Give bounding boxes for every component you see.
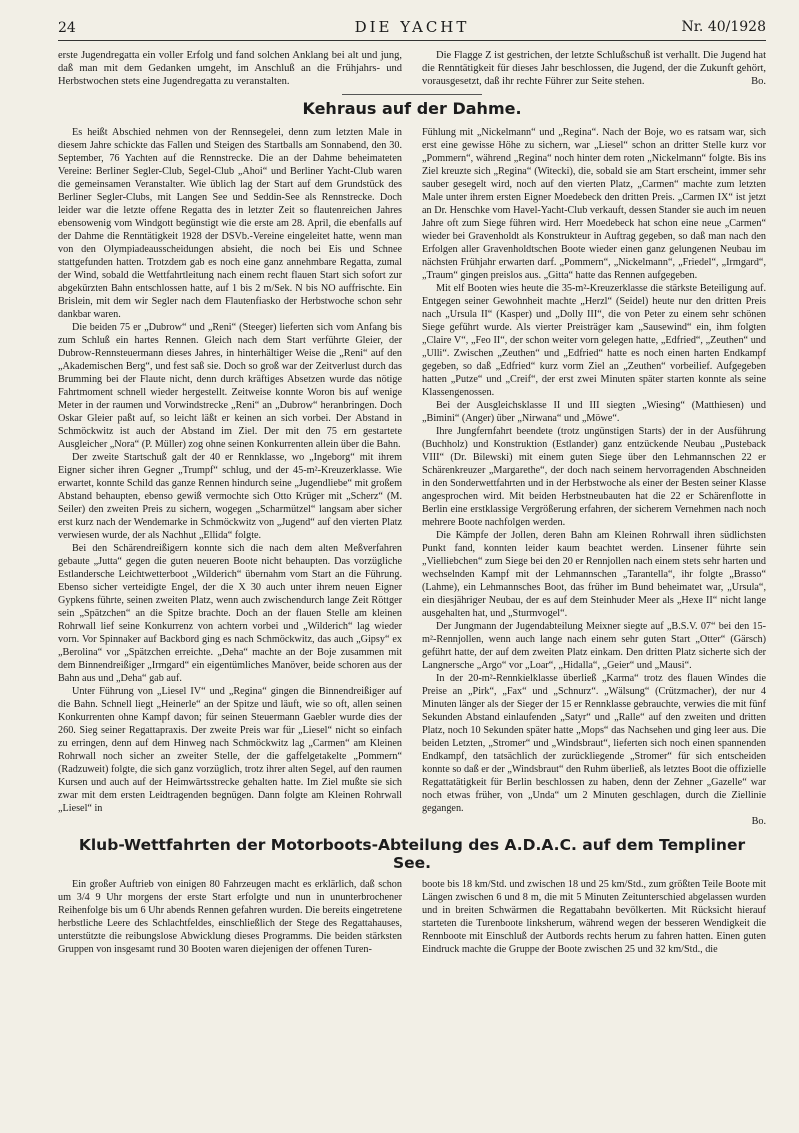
divider [342,94,482,95]
page [58,14,766,956]
paragraph [422,49,766,88]
signature: Bo. [751,816,766,827]
paragraph-text: Die Flagge Z ist gestrichen, der letzte Schlußschuß ist verhallt. Die Jugend hat die Renntätigkeit für dieses Jahr beschlossen, die Jugend, der die Zukunft gehört, vorausgesetzt, daß ihr rechte Führer zur Seite stehen. [422,50,766,87]
left-column [58,126,402,828]
paragraph: erste Jugendregatta ein voller Erfolg und fand solchen Anklang bei alt und jung, daß man mit dem Gedanken umgeht, im Anschluß an die Frühjahrs- und Herbstwochen stets eine Jugendregatta zu veranstalten. [58,50,402,87]
page-number: 24 [58,20,76,36]
article-body [58,878,766,956]
top-left-column [58,49,402,88]
paragraph: Ihre Jungfernfahrt beendete (trotz ungünstigen Starts) der in der Ausführung (Buchholz) und Konstruktion (Estlander) ganz entzückende Neubau „Pusteback VIII“ (Dr. Bilewski) mit einem guten Siege über den Lehmannschen 22 er Schärenkreuzer „Margarethe“, der doch nach seinem hervorragenden Abschneiden in den Sonderwettfahrten und in der Herbstwoche als einer der Besten seiner Klasse angesprochen wird. Mit beiden Herbstneubauten hat die 22 er Schärenflotte in Berlin eine erstklassige Vergrößerung erfahren, der sicherem Vernehmen nach noch mehrere Boote nachfolgen werden. [422,426,766,528]
article-title: Kehraus auf der Dahme. [302,99,522,118]
page-header [58,14,766,41]
right-column [422,878,766,956]
paragraph: In der 20-m²-Rennkielklasse überließ „Karma“ trotz des flauen Windes die Preise an „Pirk“, „Fax“ und „Schnurz“. „Wälsung“ (Crützmacher), der nur 4 Minuten länger als der Sieger der 15 er Rennklasse gebrauchte, verwies die mit fünf Sekunden Abstand einlaufenden „Satyr“ und „Ralle“ auf den zweiten und dritten Platz, noch 10 Sekunden später hatte „Mops“ das Nachsehen und ging leer aus. Die beiden Letzten, „Stromer“ und „Windsbraut“, lieferten sich noch einen spannenden Endkampf, den tatsächlich der zurückliegende „Stromer“ für sich entscheiden konnte so daß er der „Windsbraut“ den Ruhm überließ, als letztes Boot die offizielle Regattatätigkeit für Berlin beschlossen zu haben, denn der Zehner „Gazelle“ war noch etwas früher, von „Unda“ um 2 Minuten geschlagen, durch die Ziellinie gegangen. [422,673,766,814]
article-title: Klub-Wettfahrten der Motorboots-Abteilung des A.D.A.C. auf dem Templiner See. [78,836,746,872]
paragraph: Die Kämpfe der Jollen, deren Bahn am Kleinen Rohrwall ihren südlichsten Punkt fand, konnten leider kaum beachtet werden. Linsener führte sein „Vielliebchen“ zum Siege bei den 20 er Rennjollen nach einem stets sehr harten und wechselnden Kampf mit der Lehmannschen „Tarantella“, ihr folgte „Brasso“ (Lahme), ein Lehmannsches Boot, das früher im Bund beheimatet war, „Ursula“, ein diesjähriger Neubau, der es auf dem Steinhuder Meer als „Hexe II“ nicht lange ausgehalten hat, und „Sturmvogel“. [422,530,766,619]
paragraph: Bei den Schärendreißigern konnte sich die nach dem alten Meßverfahren gebaute „Jutta“ gegen die guten neueren Boote nicht behaupten. Das vorzügliche Estlandersche Leichtwetterboot „Wilderich“ übernahm vom Start an die Führung. Ebenso sicher verteidigte Engel, der die X 30 auch unter ihrem neuen Eigner Gypkens führte, seinen zweiten Platz, wenn auch zwischendurch lange Zeit Röttger sein „Spätzchen“ an die Spitze brachte. Doch an der flauen Stelle am kleinen Rohrwall lief seine Konkurrenz von achtern vorbei und „Wilderich“ lag wieder vorn. Vor Spinnaker auf Backbord ging es nach Schmöckwitz, das auch „Gipsy“ ex „Berolina“ vor „Spätzchen erreichte. „Deha“ machte an der Boje zusammen mit dem Binnendreißiger „Irmgard“ ein eigentümliches Manöver, beide schoren aus der Bahn aus und „Deha“ gab auf. [58,543,402,684]
issue-number: Nr. 40/1928 [681,19,766,35]
paragraph: Bei der Ausgleichsklasse II und III siegten „Wiesing“ (Matthiesen) und „Bimini“ (Anger) über „Nirwana“ und „Möwe“. [422,400,766,424]
paragraph: Die beiden 75 er „Dubrow“ und „Reni“ (Steeger) lieferten sich vom Anfang bis zum Schluß ein hartes Rennen. Gleich nach dem Start verführte Gleier, der Dubrow-Rennsteuermann dieses Jahres, in hinterhältiger Weise die „Reni“ auf den „Akademischen Berg“, und fest saß sie. Doch so groß war der Zeitverlust durch das Brumming bei der Flaute nicht, denn durch kräftiges Absetzen wurde das nötige Fahrtmoment schnell wieder hergestellt. Zeitweise konnte Woron bis auf wenige Meter in der raumen und Vorwindstrecke „Reni“ an „Dubrow“ heranbringen. Doch Oskar Gleier paßt auf, so leicht läßt er keinen an sich vorbei. Der Abstand in Schmöckwitz ist auch der Abstand im Ziel. Der mit den 75 ern gestartete Ausgleicher „Nora“ (P. Müller) zog ohne seinen Konkurrenten allein über die Bahn. [58,322,402,450]
paragraph: boote bis 18 km/Std. und zwischen 18 und 25 km/Std., zum größten Teile Boote mit Längen zwischen 6 und 8 m, die mit 5 Minuten Zeitunterschied abgelassen wurden und in breiten Schwärmen die Regattabahn bevölkerten. Mit Rücksicht hierauf starteten die Turenboote linksherum, während wegen der besseren Wendigkeit die Rennboote mit Einschluß der Autbords rechts herum zu fahren hatten. Einen guten Eindruck machte die Gruppe der Boote zwischen 25 und 32 km/Std., die [422,879,766,955]
paragraph: Ein großer Auftrieb von einigen 80 Fahrzeugen macht es erklärlich, daß schon um 3/4 9 Uhr morgens der erste Start erfolgte und nun in ununterbrochener Reihenfolge bis um 6 Uhr abends Rennen gefahren wurden. Die bereits eingetretene herbstliche Leere des Schlachtfeldes, einschließlich der Stege des Regattahauses, unterstützte die reibungslose Abwicklung dieses Programms. Die beiden stärksten Gruppen von insgesamt rund 30 Booten waren diejenigen der offenen Turen- [58,879,402,955]
signature: Bo. [751,76,766,87]
article-body [58,126,766,828]
paragraph: Unter Führung von „Liesel IV“ und „Regina“ gingen die Binnendreißiger auf die Bahn. Schnell liegt „Heinerle“ an der Spitze und läuft, wie so oft, allen seinen Konkurrenten ohne Kampf davon; für seinen Steuermann Gaebler wurde dies der 260. Sieg seiner Regattapraxis. Der zweite Preis war für „Liesel“ nicht so einfach zu erringen, denn auf dem Hinweg nach Schmöckwitz lag „Carmen“ am Kleinen Rohrwall noch sicher an zweiter Stelle, der die gaffelgetakelte „Pommern“ (Radzuweit) folgte, die sich ganz vorzüglich, trotz ihrer alten Segel, auf den raumen Kursen und auch auf der Heimwärtsstrecke gehalten hatte. Im Ziel mußte sie sich zwar mit dem ersten Leidtragenden begnügen. Dann folgte am Kleinen Rohrwall „Liesel“ in [58,686,402,814]
top-right-column [422,49,766,88]
paragraph: Der zweite Startschuß galt der 40 er Rennklasse, wo „Ingeborg“ mit ihrem Eigner sicher ihren Gegner „Trumpf“ schlug, und der 45-m²-Kreuzerklasse. Wie erwartet, konnte Schild das ganze Rennen hindurch seine „Jugendliebe“ mit großem Abstand behaupten, ebenso gewiß vermochte sich Otto Krüger mit „Scherz“ (M. Seiler) den zweiten Preis zu sichern, wogegen „Scharmützel“ langsam aber sicher erst kurz nach der Wendemarke in Schmöckwitz von „Jugend“ auf den vierten Platz verwiesen wurde, der als Nachhut „Ellida“ folgte. [58,452,402,541]
right-column [422,126,766,828]
paragraph: Es heißt Abschied nehmen von der Rennsegelei, denn zum letzten Male in diesem Jahre schickte das Fallen und Steigen des Startballs am Sonnabend, den 30. September, 76 Yachten auf die Rennstrecke. Die an der Dahme beheimateten Vereine: Berliner Segler-Club, Segel-Club „Ahoi“ und Berliner Yacht-Club waren die gemeinsamen Veranstalter. Wie üblich lag der Start auf dem Grundstück des Berliner Segler-Clubs, mit Langen See und Seddin-See als Rennstrecke. Doch leider war die letzte offene Regatta des in letzter Zeit so flautenreichen Jahres ebensowenig vom Windgott begünstigt wie die erste am 28. April, die ebenfalls auf der Dahme die Renntätigkeit 1928 der DSVb.-Vereine eingeleitet hatte, wenn man von den Olympiadeausscheidungen absieht, die noch bei Eis und Schnee stattgefunden hatten. Trotzdem gab es noch eine ganz annehmbare Regatta, zumal der Wind, sobald die Wettfahrtleitung nach einem recht flauen Start sich sofort zur abgekürzten Bahn entschlossen hatte, auf 1 bis 2 m/Sek. N bis NO auffrischte. Ein Brislein, mit dem wir Segler nach dem Flautenfiasko der Herbstwoche schon sehr dankbar waren. [58,127,402,320]
paragraph: Der Jungmann der Jugendabteilung Meixner siegte auf „B.S.V. 07“ bei den 15-m²-Rennjollen, wenn auch lange nach einem sehr guten Start „Otter“ (Gärsch) geführt hatte, der auf dem zweiten Platz einkam. Den dritten Platz sicherte sich der Langnersche „Argo“ vor „Loar“, „Hidalla“, „Geier“ und „Mausi“. [422,621,766,671]
paragraph: Mit elf Booten wies heute die 35-m²-Kreuzerklasse die stärkste Beteiligung auf. Entgegen seiner Gewohnheit machte „Herzl“ (Seidel) heute nur den dritten Preis nach „Ursula II“ (Kasper) und „Dolly III“, die von Peter zu einem sehr schönen Siege geführt wurde. Als vierter Preisträger kam „Sausewind“ ein, ihm folgten „Claire V“, „Feo II“, der schon weiter vorn gelegen hatte, „Edfried“, „Zeuthen“ und „Ulli“. Zwischen „Zeuthen“ und „Edfried“ hatte es noch einen harten Endkampf gegeben, so daß „Edfried“ kurz vorm Ziel an „Zeuthen“ vorbeilief. Aufgegeben hatten „Putze“ und „Creif“, der erst zwei Minuten später starten konnte als seine Klassengenossen. [422,283,766,398]
paragraph: Fühlung mit „Nickelmann“ und „Regina“. Nach der Boje, wo es ratsam war, sich erst eine gewisse Höhe zu sichern, war „Liesel“ schon an dritter Stelle kurz vor „Pommern“, während „Regina“ noch hinter dem roten „Nickelmann“ folgte. Bis ins Ziel kreuzte sich „Regina“ (Witecki), die, sobald sie am Start erscheint, immer sehr sauber gesegelt wird, noch auf den vierten Platz, „Carmen“ machte zum letzten Male unter ihrem ersten Eigner Moedebeck den dritten Preis. „Carmen IX“ ist jetzt an Dr. Henschke vom Havel-Yacht-Club verkauft, dessen Stander sie auch im neuen Jahre oft zum Siege führen wird. Herr Moedebeck hat schon eine neue „Carmen“ wieder bei Gravenholdt als Konstrukteur in Auftrag gegeben, so daß man nach den Erfolgen aller Gravenholdtschen Boote wieder einen ganz gelungenen Neubau im nächsten Frühjahr erwarten darf. „Pommern“, „Nickelmann“, „Friedel“, „Irmgard“, „Traum“ gingen preislos aus. „Gitta“ hatte das Rennen aufgegeben. [422,127,766,281]
left-column [58,878,402,956]
previous-article-ending [58,49,766,88]
magazine-title: DIE YACHT [354,18,470,36]
